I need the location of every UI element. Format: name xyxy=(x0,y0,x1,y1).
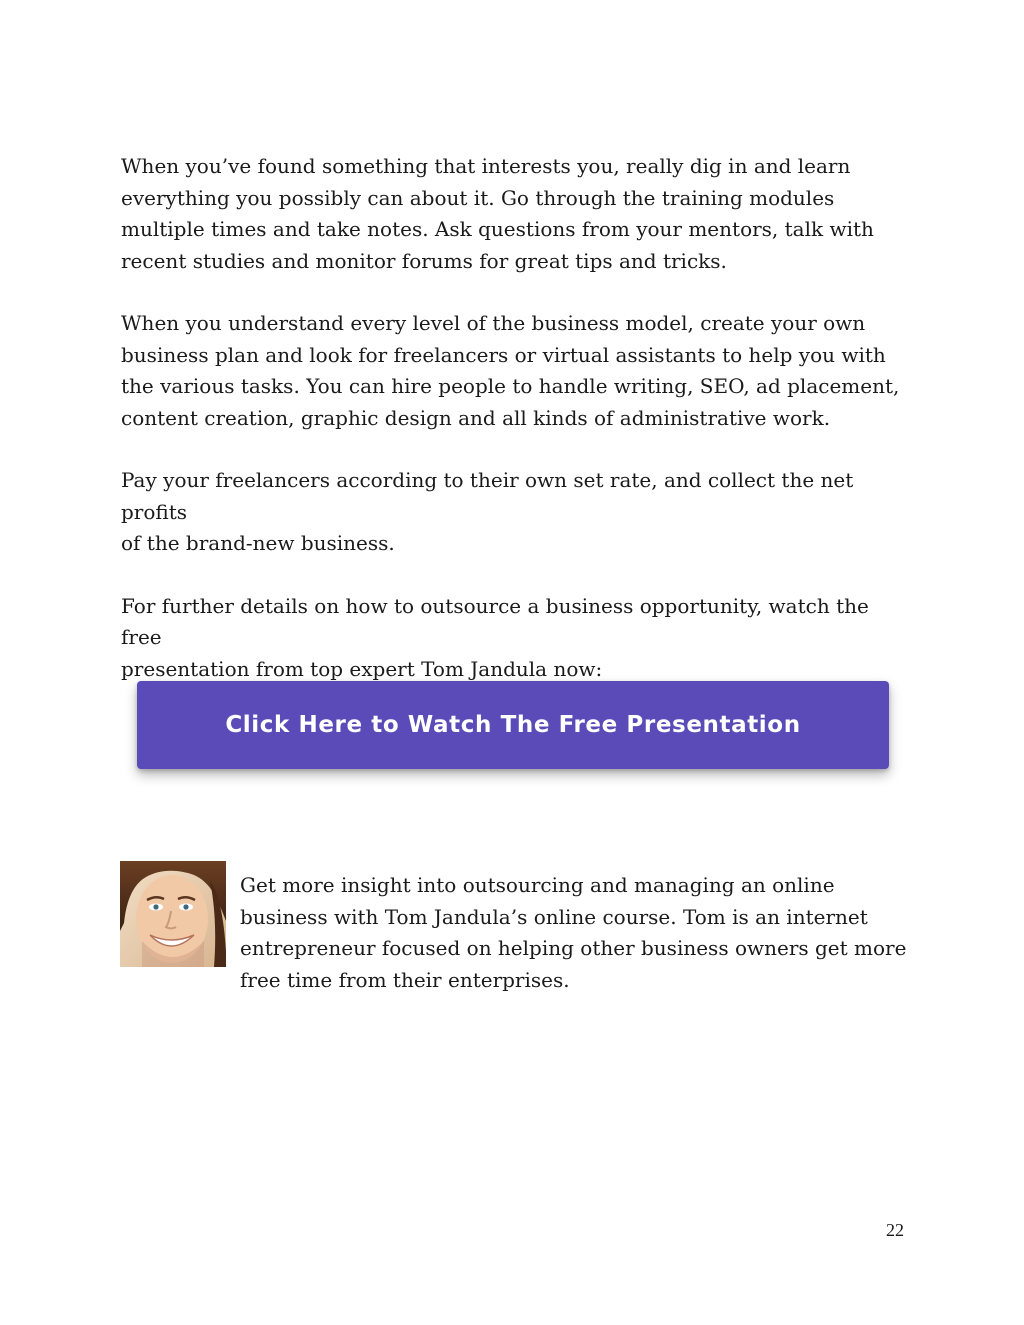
paragraph-pay-freelancers: Pay your freelancers according to their own set rate, and collect the net profits of the brand-new business. xyxy=(121,468,854,555)
author-portrait-image xyxy=(120,861,226,967)
paragraph-business-plan: When you understand every level of the business model, create your own business plan and look for freelancers or virtual assistants to help you with the various tasks. You can hire people to handle writing, SEO, ad placement, content creation, graphic design and all kinds of administrative work. xyxy=(121,311,900,430)
watch-presentation-button[interactable] xyxy=(137,681,889,769)
paragraph-further-details: For further details on how to outsource a business opportunity, watch the free presentation from top expert Tom Jandula now: xyxy=(121,593,869,681)
paragraph-find-interest: When you’ve found something that interests you, really dig in and learn everything you possibly can about it. Go through the training modules multiple times and take notes. Ask questions from your mentors, talk with recent studies and monitor forums for great tips and tricks. xyxy=(121,154,874,273)
watch-presentation-label: Click Here to Watch The Free Presentation xyxy=(225,712,801,738)
author-bio-text: Get more insight into outsourcing and managing an online business with Tom Jandula’s online course. Tom is an internet entrepreneur focused on helping other business owners get more free time from their enterprises. xyxy=(240,873,907,992)
cta-container xyxy=(137,681,889,769)
page-number: 22 xyxy=(886,1220,904,1240)
body-text xyxy=(121,151,911,716)
author-photo xyxy=(120,861,226,967)
